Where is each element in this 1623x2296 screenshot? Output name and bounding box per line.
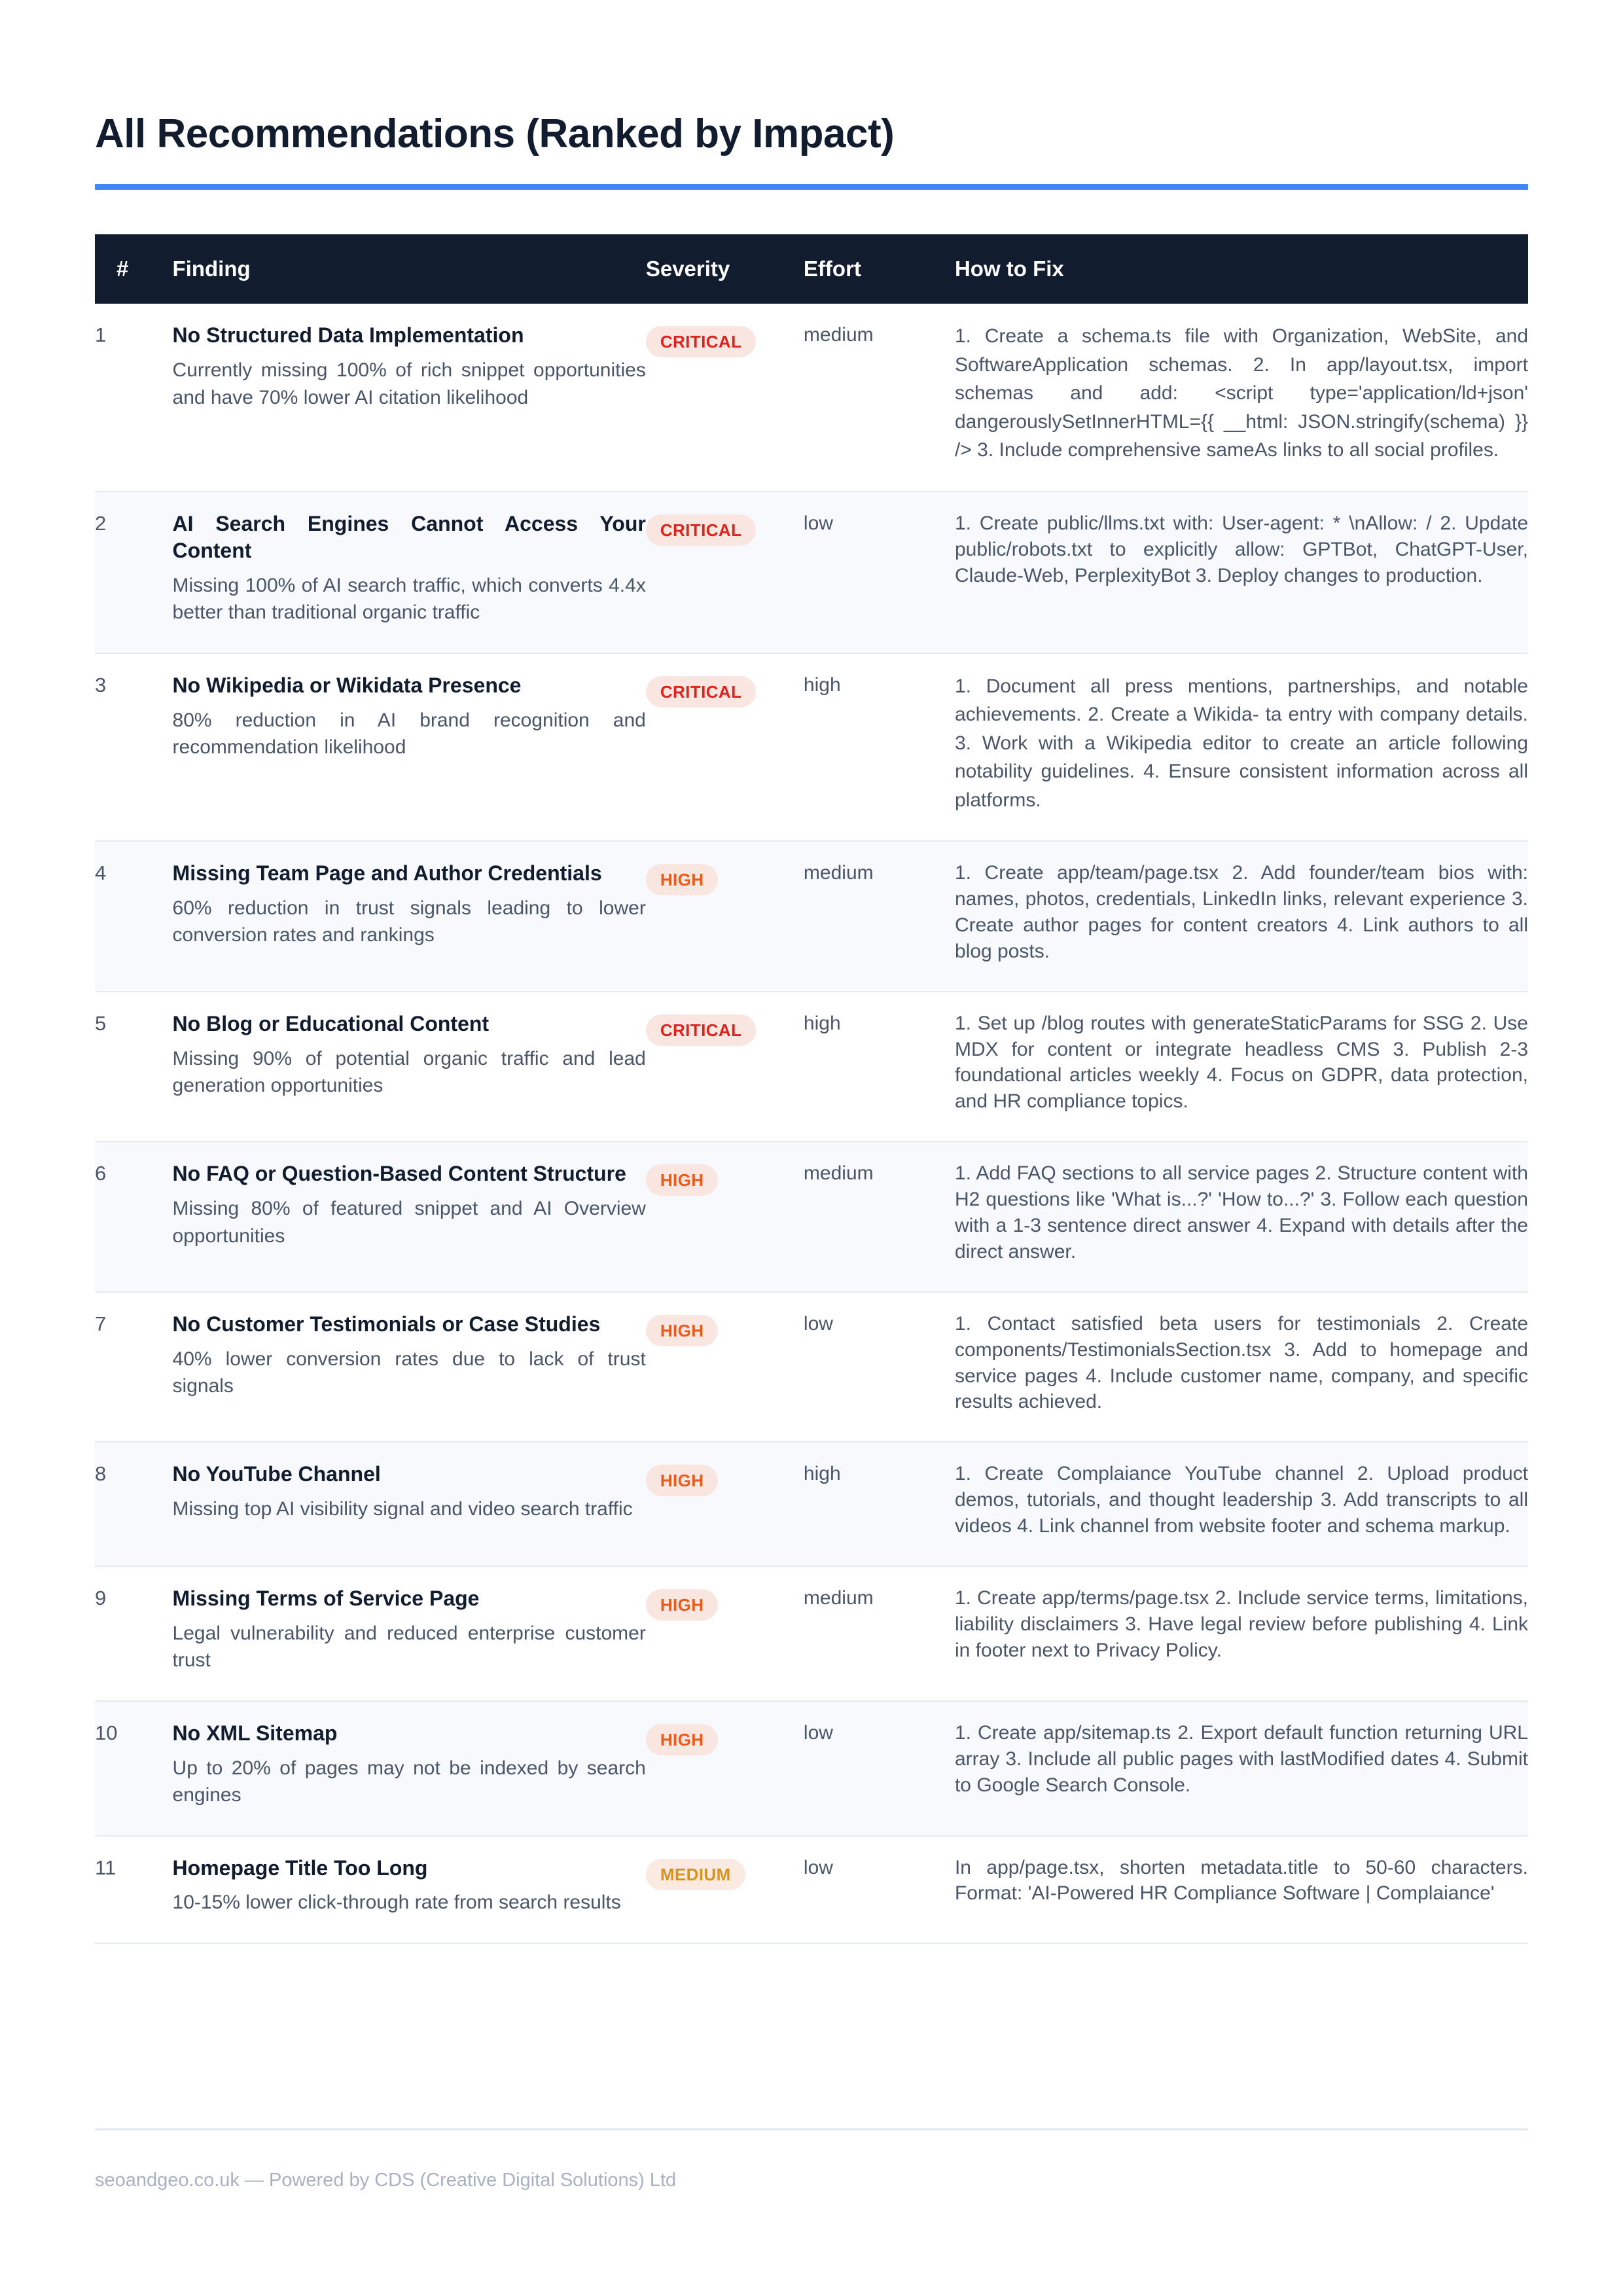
severity-cell [646,1141,804,1292]
finding-cell [173,304,646,492]
severity-badge: CRITICAL [646,676,757,708]
finding-description: 60% reduction in trust signals leading to lower conversion rates and rankings [172,897,646,946]
effort-value: low [803,1312,833,1335]
effort-cell [804,841,955,992]
severity-badge: HIGH [646,1315,719,1346]
column-header-how-to-fix: How to Fix [955,234,1528,304]
how-to-fix-text: 1. Create public/llms.txt with: User-agent: * \nAllow: / 2. Update public/robots.txt to explicitly allow: GPTBot, ChatGPT-User, Claude-Web, PerplexityBot 3. Deploy changes to production. [954,512,1528,586]
how-to-fix-cell [955,653,1528,842]
effort-cell [804,1701,955,1836]
finding-title: AI Search Engines Cannot Access Your Content [172,511,646,562]
column-header-effort: Effort [804,234,955,304]
effort-cell [804,1141,955,1292]
finding-description: 40% lower conversion rates due to lack of trust signals [172,1348,646,1397]
finding-cell [173,1836,646,1943]
how-to-fix-text: In app/page.tsx, shorten metadata.title to 50-60 characters. Format: 'AI-Powered HR Compliance Software | Complaiance' [954,1856,1528,1905]
row-number: 5 [95,992,173,1142]
finding-title: No FAQ or Question-Based Content Structure [172,1162,626,1186]
finding-cell [173,992,646,1142]
row-number: 2 [95,492,173,653]
severity-cell [646,1292,804,1443]
row-number: 3 [95,653,173,842]
effort-value: high [803,1463,841,1485]
how-to-fix-cell [955,1292,1528,1443]
finding-description: Missing 100% of AI search traffic, which converts 4.4x better than traditional organic traffic [172,574,646,624]
table-row [95,1141,1528,1292]
severity-cell [646,841,804,992]
finding-description: Up to 20% of pages may not be indexed by search engines [172,1757,646,1806]
how-to-fix-cell [955,304,1528,492]
effort-value: medium [803,324,874,346]
table-row [95,1442,1528,1566]
column-header-finding: Finding [173,234,646,304]
severity-cell [646,492,804,653]
title-accent-rule [95,184,1528,190]
finding-title: No XML Sitemap [172,1721,338,1745]
finding-cell [173,653,646,842]
column-header-number: # [95,234,173,304]
severity-cell [646,653,804,842]
row-number: 4 [95,841,173,992]
effort-value: high [803,673,841,696]
row-number: 8 [95,1442,173,1566]
severity-cell [646,1442,804,1566]
finding-description: Missing top AI visibility signal and video search traffic [172,1498,633,1520]
effort-value: medium [803,862,874,884]
finding-title: No Blog or Educational Content [172,1011,490,1035]
finding-title: Homepage Title Too Long [172,1856,428,1880]
finding-cell [173,841,646,992]
how-to-fix-text: 1. Contact satisfied beta users for testimonials 2. Create components/TestimonialsSection.tsx 3. Add to homepage and service pages 4. Include customer name, company, and specific results achieved. [954,1312,1528,1413]
finding-title: No Structured Data Implementation [172,323,524,348]
table-row [95,841,1528,992]
severity-badge: HIGH [646,1465,719,1496]
table-row [95,1292,1528,1443]
how-to-fix-cell [955,1141,1528,1292]
effort-cell [804,492,955,653]
effort-value: low [803,1856,833,1878]
how-to-fix-cell [955,1701,1528,1836]
finding-title: Missing Team Page and Author Credentials [172,861,602,886]
how-to-fix-text: 1. Create app/terms/page.tsx 2. Include service terms, limitations, liability disclaimers 3. Have legal review before publishing 4. Link in footer next to Privacy Policy. [954,1587,1528,1661]
severity-cell [646,1836,804,1943]
page-title: All Recommendations (Ranked by Impact) [95,111,895,156]
finding-description: Currently missing 100% of rich snippet opportunities and have 70% lower AI citation likelihood [172,359,646,408]
table-row [95,1566,1528,1701]
how-to-fix-text: 1. Add FAQ sections to all service pages 2. Structure content with H2 questions like 'What is...?' 'How to...?' 3. Follow each question with a 1-3 sentence direct answer 4. Expand with details after the direct answer. [954,1162,1528,1263]
effort-value: low [803,512,833,534]
page-footer [95,2128,1528,2191]
recommendations-table [95,234,1528,1943]
table-row [95,992,1528,1142]
row-number: 1 [95,304,173,492]
finding-description: Legal vulnerability and reduced enterprise customer trust [172,1623,646,1672]
how-to-fix-cell [955,492,1528,653]
severity-badge: HIGH [646,1589,719,1621]
how-to-fix-cell [955,1442,1528,1566]
severity-badge: HIGH [646,1164,719,1196]
severity-cell [646,992,804,1142]
finding-cell [173,1701,646,1836]
effort-cell [804,992,955,1142]
severity-cell [646,1701,804,1836]
finding-description: Missing 80% of featured snippet and AI Overview opportunities [172,1198,646,1247]
how-to-fix-cell [955,841,1528,992]
effort-value: medium [803,1162,874,1185]
effort-cell [804,1442,955,1566]
severity-badge: HIGH [646,864,719,895]
effort-value: medium [803,1587,874,1609]
footer-text: seoandgeo.co.uk — Powered by CDS (Creative Digital Solutions) Ltd [95,2170,677,2191]
how-to-fix-text: 1. Create a schema.ts file with Organization, WebSite, and SoftwareApplication schemas. 2. In app/layout.tsx, import schemas and add: <script type='application/ld+json' dangerouslySetInnerHTML={{ __html: JSON.stringify(schema) }} /> 3. Include comprehensive sameAs links to all social profiles. [954,325,1528,461]
finding-description: 80% reduction in AI brand recognition and recommendation likelihood [172,709,646,758]
row-number: 10 [95,1701,173,1836]
effort-value: low [803,1721,833,1744]
effort-value: high [803,1012,841,1034]
finding-cell [173,1566,646,1701]
table-row [95,1701,1528,1836]
effort-cell [804,304,955,492]
how-to-fix-cell [955,1836,1528,1943]
how-to-fix-text: 1. Create app/sitemap.ts 2. Export default function returning URL array 3. Include all public pages with lastModified dates 4. Submit to Google Search Console. [954,1721,1528,1796]
severity-badge: HIGH [646,1724,719,1755]
severity-badge: CRITICAL [646,326,757,357]
severity-cell [646,1566,804,1701]
effort-cell [804,1292,955,1443]
table-header-row [95,234,1528,304]
row-number: 11 [95,1836,173,1943]
finding-title: No Wikipedia or Wikidata Presence [172,673,522,697]
finding-description: Missing 90% of potential organic traffic and lead generation opportunities [172,1047,646,1097]
severity-badge: MEDIUM [646,1859,745,1890]
finding-title: No Customer Testimonials or Case Studies [172,1312,601,1336]
how-to-fix-cell [955,992,1528,1142]
column-header-severity: Severity [646,234,804,304]
table-row [95,304,1528,492]
effort-cell [804,1836,955,1943]
table-row [95,492,1528,653]
table-row [95,653,1528,842]
severity-badge: CRITICAL [646,1014,757,1046]
severity-badge: CRITICAL [646,514,757,546]
row-number: 7 [95,1292,173,1443]
table-body [95,304,1528,1943]
table-row [95,1836,1528,1943]
footer-divider [95,2128,1528,2130]
how-to-fix-text: 1. Create Complaiance YouTube channel 2. Upload product demos, tutorials, and thought leadership 3. Add transcripts to all videos 4. Link channel from website footer and schema markup. [954,1463,1528,1537]
severity-cell [646,304,804,492]
row-number: 9 [95,1566,173,1701]
how-to-fix-cell [955,1566,1528,1701]
finding-cell [173,1442,646,1566]
effort-cell [804,653,955,842]
finding-cell [173,1292,646,1443]
finding-description: 10-15% lower click-through rate from search results [172,1892,621,1914]
table-header [95,234,1528,304]
finding-cell [173,492,646,653]
how-to-fix-text: 1. Document all press mentions, partnerships, and notable achievements. 2. Create a Wikida- ta entry with company details. 3. Work with a Wikipedia editor to create an article following notability guidelines. 4. Ensure consistent information across all platforms. [954,675,1528,811]
finding-title: No YouTube Channel [172,1462,381,1486]
finding-title: Missing Terms of Service Page [172,1587,480,1611]
how-to-fix-text: 1. Create app/team/page.tsx 2. Add founder/team bios with: names, photos, credentials, LinkedIn links, relevant experience 3. Create author pages for content creators 4. Link authors to all blog posts. [954,862,1528,962]
how-to-fix-text: 1. Set up /blog routes with generateStaticParams for SSG 2. Use MDX for content or integrate headless CMS 3. Publish 2-3 foundational articles weekly 4. Focus on GDPR, data protection, and HR compliance topics. [954,1012,1528,1113]
effort-cell [804,1566,955,1701]
row-number: 6 [95,1141,173,1292]
finding-cell [173,1141,646,1292]
